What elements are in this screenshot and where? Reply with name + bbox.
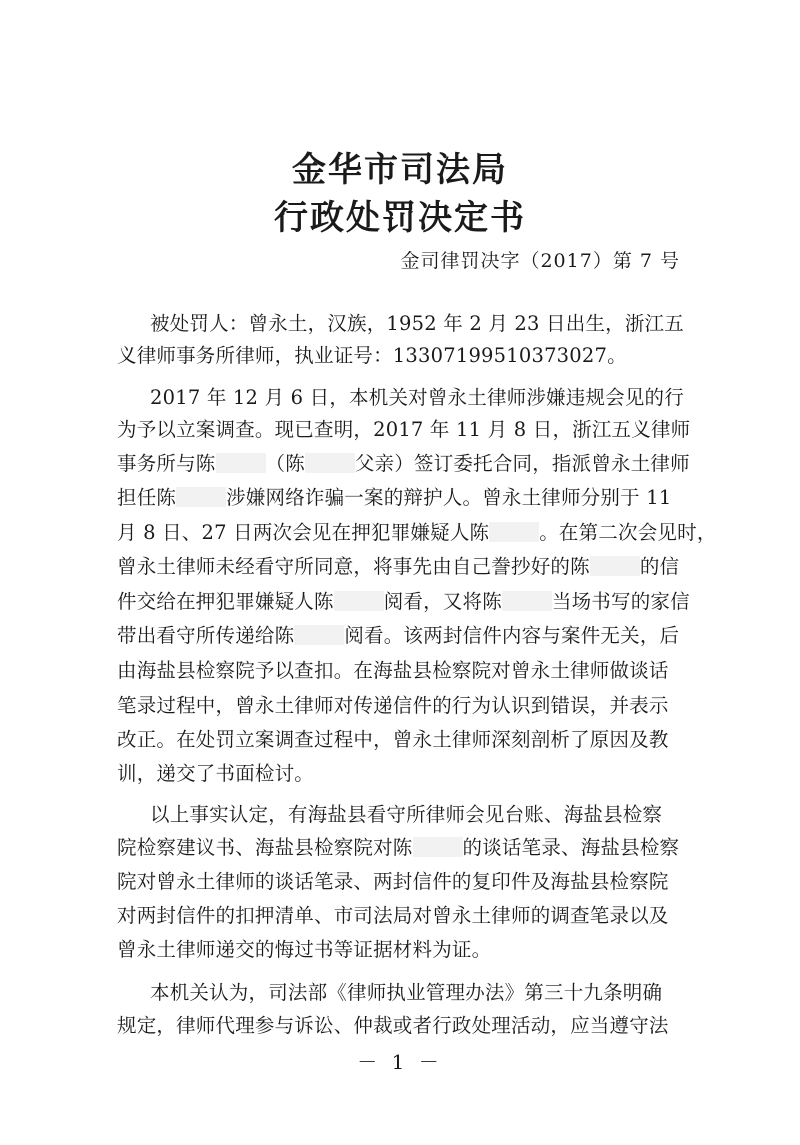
body-line	[117, 691, 707, 721]
body-text: 月 8 日、27 日两次会见在押犯罪嫌疑人陈	[117, 521, 490, 544]
body-text: 以上事实认定，有海盐县看守所律师会见台账、海盐县检察	[150, 803, 663, 826]
body-line	[117, 833, 707, 863]
body-text: 涉嫌网络诈骗一案的辩护人。曾永土律师分别于 11	[226, 486, 672, 509]
body-text: 曾永土律师递交的悔过书等证据材料为证。	[117, 938, 492, 961]
body-text: 事务所与陈	[117, 452, 216, 475]
body-text: 院对曾永土律师的谈话笔录、两封信件的复印件及海盐县检察院	[117, 870, 669, 893]
body-line	[117, 552, 707, 582]
body-line	[150, 309, 707, 339]
document-number: 金司律罚决字（2017）第 7 号	[400, 250, 680, 272]
body-line	[117, 1011, 707, 1041]
body-line	[117, 621, 707, 651]
body-text: 担任陈	[117, 486, 177, 509]
body-text: 父亲）签订委托合同，指派曾永土律师	[354, 452, 690, 475]
body-line	[117, 867, 707, 897]
body-text: 2017 年 12 月 6 日，本机关对曾永土律师涉嫌违规会见的行	[150, 386, 684, 409]
body-text: 为予以立案调查。现已查明，2017 年 11 月 8 日，浙江五义律师	[117, 418, 691, 441]
body-text: 的谈话笔录、海盐县检察	[462, 836, 680, 859]
redaction-mask	[176, 487, 226, 507]
body-line	[117, 725, 707, 755]
body-text: 被处罚人：曾永土，汉族，1952 年 2 月 23 日出生，浙江五	[150, 312, 684, 335]
document-title: 金华市司法局	[292, 150, 508, 190]
redaction-mask	[334, 591, 384, 611]
body-text: 对两封信件的扣押清单、市司法局对曾永土律师的调查笔录以及	[117, 904, 669, 927]
body-text: 带出看守所传递给陈	[117, 624, 295, 647]
body-text: 本机关认为，司法部《律师执业管理办法》第三十九条明确	[150, 981, 663, 1004]
body-line	[117, 483, 707, 513]
document-subtitle: 行政处罚决定书	[274, 198, 526, 238]
body-text: （陈	[265, 452, 305, 475]
redaction-mask	[294, 625, 344, 645]
body-line	[117, 656, 707, 686]
body-text: 院检察建议书、海盐县检察院对陈	[117, 836, 413, 859]
body-text: 改正。在处罚立案调查过程中，曾永土律师深刻剖析了原因及教	[117, 728, 669, 751]
body-line	[150, 800, 707, 830]
body-line	[117, 449, 707, 479]
body-line	[117, 935, 707, 965]
page-number: － 1 －	[357, 1050, 443, 1074]
redaction-mask	[489, 522, 539, 542]
body-text: 由海盐县检察院予以查扣。在海盐县检察院对曾永土律师做谈话	[117, 659, 669, 682]
body-text: 曾永土律师未经看守所同意，将事先由自己誊抄好的陈	[117, 555, 590, 578]
body-text: 训，递交了书面检讨。	[117, 762, 315, 785]
body-text: 当场书写的家信	[551, 590, 690, 613]
body-text: 。在第二次会见时，	[539, 521, 717, 544]
body-text: 规定，律师代理参与诉讼、仲裁或者行政处理活动，应当遵守法	[117, 1014, 669, 1037]
body-line	[117, 415, 707, 445]
body-line	[150, 383, 707, 413]
body-line	[117, 518, 717, 548]
body-line	[117, 901, 707, 931]
body-text: 的信	[639, 555, 680, 578]
body-line	[150, 978, 707, 1008]
redaction-mask	[502, 591, 552, 611]
body-line	[117, 759, 707, 789]
body-text: 义律师事务所律师，执业证号：13307199510373027。	[117, 344, 627, 367]
body-text: 阅看。该两封信件内容与案件无关，后	[344, 624, 680, 647]
body-line	[117, 341, 707, 371]
body-text: 阅看，又将陈	[383, 590, 502, 613]
redaction-mask	[305, 453, 355, 473]
body-line	[117, 587, 707, 617]
redaction-mask	[590, 556, 640, 576]
body-text: 件交给在押犯罪嫌疑人陈	[117, 590, 334, 613]
body-text: 笔录过程中，曾永土律师对传递信件的行为认识到错误，并表示	[117, 694, 669, 717]
redaction-mask	[413, 837, 463, 857]
redaction-mask	[216, 453, 266, 473]
